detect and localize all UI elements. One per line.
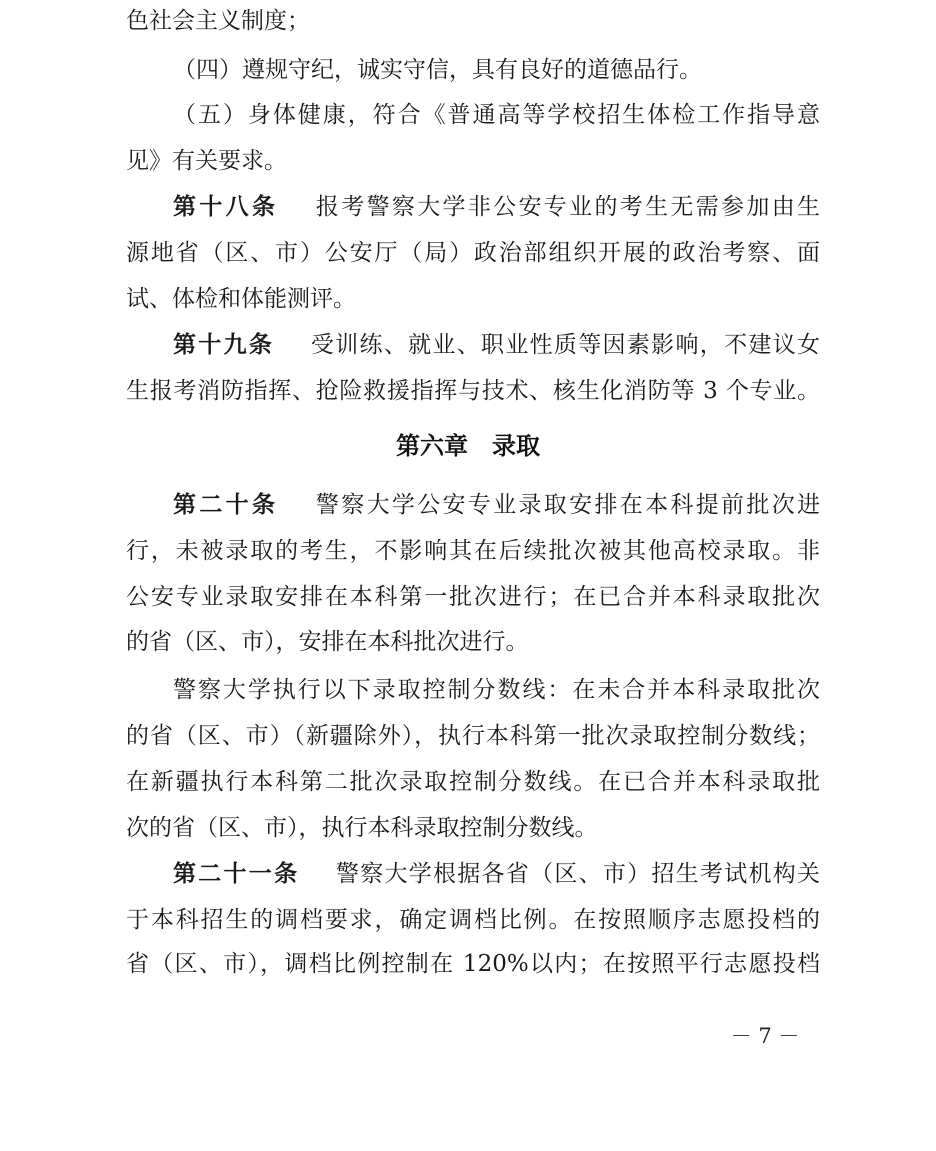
line-text: 报考警察大学非公安专业的考生无需参加由生 [315,194,821,220]
text-line [126,536,820,566]
article-number: 第二十一条 [173,861,300,887]
text-line [126,376,820,406]
article-number: 第二十条 [173,492,279,518]
paragraph-line [173,675,820,705]
line-text: （五）身体健康，符合《普通高等学校招生体检工作指导意 [173,102,820,128]
text-line [126,721,820,751]
line-text: 源地省（区、市）公安厅（局）政治部组织开展的政治考察、面 [126,240,820,266]
article-21 [173,859,820,889]
clause-four [173,55,820,85]
article-number: 第十九条 [173,332,275,358]
article-18 [173,192,820,222]
line-text: 于本科招生的调档要求，确定调档比例。在按照顺序志愿投档的 [126,907,820,933]
line-text: 次的省（区、市），执行本科录取控制分数线。 [126,815,598,841]
line-text: 的省（区、市）（新疆除外），执行本科第一批次录取控制分数线； [126,723,820,749]
line-text: 的省（区、市），安排在本科批次进行。 [126,629,529,655]
line-text: 行，未被录取的考生，不影响其在后续批次被其他高校录取。非 [126,538,820,564]
line-text: 试、体检和体能测评。 [126,286,356,312]
text-line [126,949,820,979]
clause-five [173,100,820,130]
article-20 [173,490,820,520]
text-line [126,582,820,612]
text-line [126,813,820,843]
line-text: 生报考消防指挥、抢险救援指挥与技术、核生化消防等 3 个专业。 [126,378,820,404]
line-text: 色社会主义制度； [126,8,310,34]
line-text: 警察大学根据各省（区、市）招生考试机构关 [335,861,821,887]
text-line [126,284,820,314]
line-text: 警察大学公安专业录取安排在本科提前批次进 [315,492,821,518]
line-text: 省（区、市），调档比例控制在 120%以内；在按照平行志愿投档 [126,951,820,977]
line-text: 公安专业录取安排在本科第一批次进行；在已合并本科录取批次 [126,584,820,610]
text-line [126,6,820,36]
line-text: （四）遵规守纪，诚实守信，具有良好的道德品行。 [173,57,702,83]
chapter-heading: 第六章 录取 [396,432,540,460]
article-19 [173,330,820,360]
text-line [126,905,820,935]
text-line [126,767,820,797]
line-text: 见》有关要求。 [126,148,287,174]
line-text: 受训练、就业、职业性质等因素影响，不建议女 [310,332,821,358]
text-line [126,238,820,268]
article-number: 第十八条 [173,194,279,220]
line-text: 在新疆执行本科第二批次录取控制分数线。在已合并本科录取批 [126,769,820,795]
page-number: － 7 － [730,1024,800,1048]
text-line [126,146,820,176]
text-line [126,627,820,657]
line-text: 警察大学执行以下录取控制分数线：在未合并本科录取批次 [173,677,820,703]
